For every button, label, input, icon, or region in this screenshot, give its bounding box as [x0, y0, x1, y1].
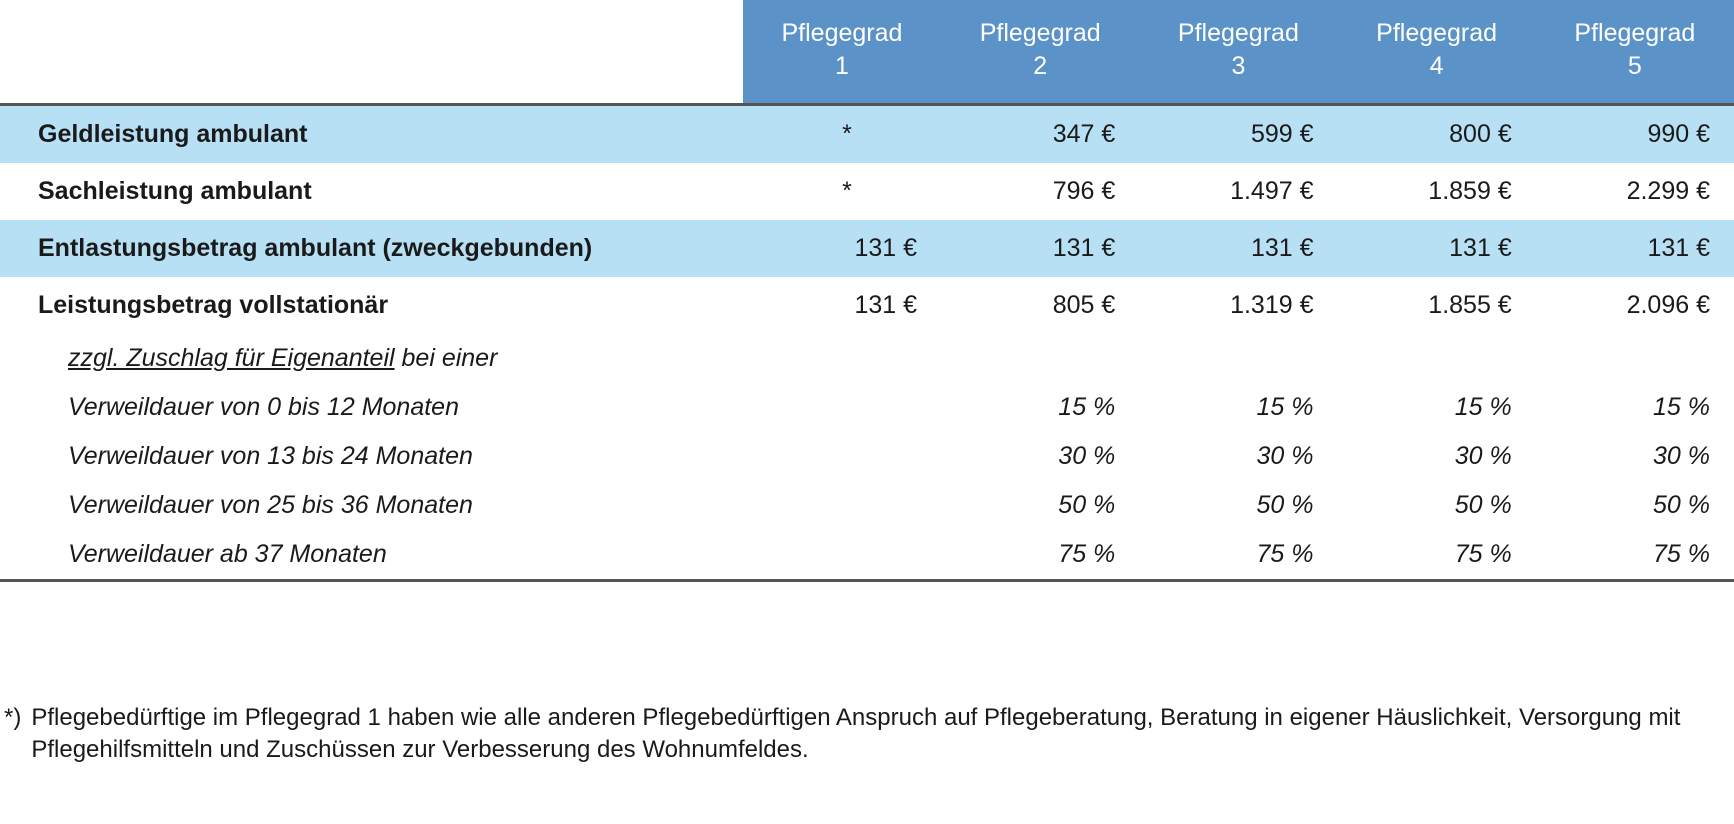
cell-verweildauer-0-12-pg4: 15 %: [1338, 383, 1536, 432]
table-row: [0, 163, 1734, 220]
column-header-line2: 4: [1429, 52, 1444, 81]
column-header-line2: 3: [1231, 52, 1246, 81]
column-header-pflegegrad-3: [1139, 0, 1337, 104]
subsection-heading-row: [0, 334, 1734, 383]
subsection-heading-spacer-pg4: [1338, 334, 1536, 383]
row-label-sachleistung-ambulant: Sachleistung ambulant: [0, 163, 743, 220]
subsection-heading-rest: bei einer: [394, 343, 498, 372]
column-header-pflegegrad-4: [1338, 0, 1536, 104]
cell-geldleistung-pg3: 599 €: [1139, 104, 1337, 163]
table-row: [0, 530, 1734, 581]
column-header-line2: 1: [835, 52, 849, 81]
column-header-pflegegrad-2: [941, 0, 1139, 104]
footnote-text: Pflegebedürftige im Pflegegrad 1 haben wie alle anderen Pflegebedürftigen Anspruch auf Pflegeberatung, Beratung in eigener Häuslichkeit, Versorgung mit Pflegehilfsmitteln und Zuschüssen zur Verbesserung des Wohnumfeldes.: [31, 704, 1681, 764]
subsection-heading: [0, 334, 743, 383]
table-header-row: [0, 0, 1734, 104]
row-label-entlastungsbetrag-ambulant: Entlastungsbetrag ambulant (zweckgebunden): [0, 220, 743, 277]
cell-entlastungsbetrag-pg4: 131 €: [1338, 220, 1536, 277]
cell-verweildauer-25-36-pg5: 50 %: [1536, 481, 1734, 530]
cell-entlastungsbetrag-pg1: 131 €: [743, 220, 941, 277]
subsection-heading-spacer-pg2: [941, 334, 1139, 383]
cell-verweildauer-25-36-pg1: [743, 481, 941, 530]
cell-geldleistung-pg5: 990 €: [1536, 104, 1734, 163]
cell-verweildauer-25-36-pg2: 50 %: [941, 481, 1139, 530]
table-row: [0, 104, 1734, 163]
column-header-line1: Pflegegrad: [781, 18, 903, 47]
row-label-geldleistung-ambulant: Geldleistung ambulant: [0, 104, 743, 163]
footnote: [4, 702, 1704, 767]
footnote-marker: *): [4, 704, 22, 731]
row-label-verweildauer-ab-37: Verweildauer ab 37 Monaten: [0, 530, 743, 581]
row-label-leistungsbetrag-vollstationaer: Leistungsbetrag vollstationär: [0, 277, 743, 334]
cell-verweildauer-13-24-pg4: 30 %: [1338, 432, 1536, 481]
row-label-verweildauer-0-12: Verweildauer von 0 bis 12 Monaten: [0, 383, 743, 432]
cell-geldleistung-pg2: 347 €: [941, 104, 1139, 163]
cell-verweildauer-13-24-pg3: 30 %: [1139, 432, 1337, 481]
cell-verweildauer-ab-37-pg1: [743, 530, 941, 581]
cell-verweildauer-0-12-pg2: 15 %: [941, 383, 1139, 432]
subsection-heading-spacer-pg3: [1139, 334, 1337, 383]
cell-sachleistung-pg3: 1.497 €: [1139, 163, 1337, 220]
column-header-line2: 2: [1033, 52, 1048, 81]
header-corner-spacer: [0, 0, 743, 104]
subsection-heading-spacer-pg1: [743, 334, 941, 383]
column-header-line1: Pflegegrad: [979, 18, 1101, 47]
table-row: [0, 432, 1734, 481]
cell-verweildauer-13-24-pg1: [743, 432, 941, 481]
cell-verweildauer-0-12-pg1: [743, 383, 941, 432]
subsection-heading-underlined: zzgl. Zuschlag für Eigenanteil: [68, 343, 395, 372]
cell-entlastungsbetrag-pg5: 131 €: [1536, 220, 1734, 277]
column-header-line1: Pflegegrad: [1376, 18, 1498, 47]
cell-geldleistung-pg4: 800 €: [1338, 104, 1536, 163]
cell-verweildauer-ab-37-pg4: 75 %: [1338, 530, 1536, 581]
cell-verweildauer-13-24-pg5: 30 %: [1536, 432, 1734, 481]
cell-leistungsbetrag-pg2: 805 €: [941, 277, 1139, 334]
cell-verweildauer-ab-37-pg5: 75 %: [1536, 530, 1734, 581]
table-row: [0, 383, 1734, 432]
cell-leistungsbetrag-pg5: 2.096 €: [1536, 277, 1734, 334]
table-row: [0, 220, 1734, 277]
cell-verweildauer-25-36-pg3: 50 %: [1139, 481, 1337, 530]
cell-verweildauer-0-12-pg5: 15 %: [1536, 383, 1734, 432]
cell-sachleistung-pg2: 796 €: [941, 163, 1139, 220]
row-label-verweildauer-13-24: Verweildauer von 13 bis 24 Monaten: [0, 432, 743, 481]
column-header-line1: Pflegegrad: [1177, 18, 1299, 47]
cell-sachleistung-pg4: 1.859 €: [1338, 163, 1536, 220]
table-row: [0, 277, 1734, 334]
column-header-pflegegrad-1: [743, 0, 941, 104]
cell-sachleistung-pg1: *: [743, 163, 941, 220]
cell-verweildauer-ab-37-pg2: 75 %: [941, 530, 1139, 581]
cell-leistungsbetrag-pg4: 1.855 €: [1338, 277, 1536, 334]
column-header-line2: 5: [1627, 52, 1642, 81]
cell-verweildauer-ab-37-pg3: 75 %: [1139, 530, 1337, 581]
table-row: [0, 481, 1734, 530]
cell-entlastungsbetrag-pg3: 131 €: [1139, 220, 1337, 277]
cell-leistungsbetrag-pg3: 1.319 €: [1139, 277, 1337, 334]
cell-verweildauer-25-36-pg4: 50 %: [1338, 481, 1536, 530]
cell-sachleistung-pg5: 2.299 €: [1536, 163, 1734, 220]
cell-verweildauer-0-12-pg3: 15 %: [1139, 383, 1337, 432]
column-header-line1: Pflegegrad: [1574, 18, 1696, 47]
row-label-verweildauer-25-36: Verweildauer von 25 bis 36 Monaten: [0, 481, 743, 530]
column-header-pflegegrad-5: [1536, 0, 1734, 104]
subsection-heading-spacer-pg5: [1536, 334, 1734, 383]
cell-verweildauer-13-24-pg2: 30 %: [941, 432, 1139, 481]
cell-geldleistung-pg1: *: [743, 104, 941, 163]
cell-entlastungsbetrag-pg2: 131 €: [941, 220, 1139, 277]
cell-leistungsbetrag-pg1: 131 €: [743, 277, 941, 334]
